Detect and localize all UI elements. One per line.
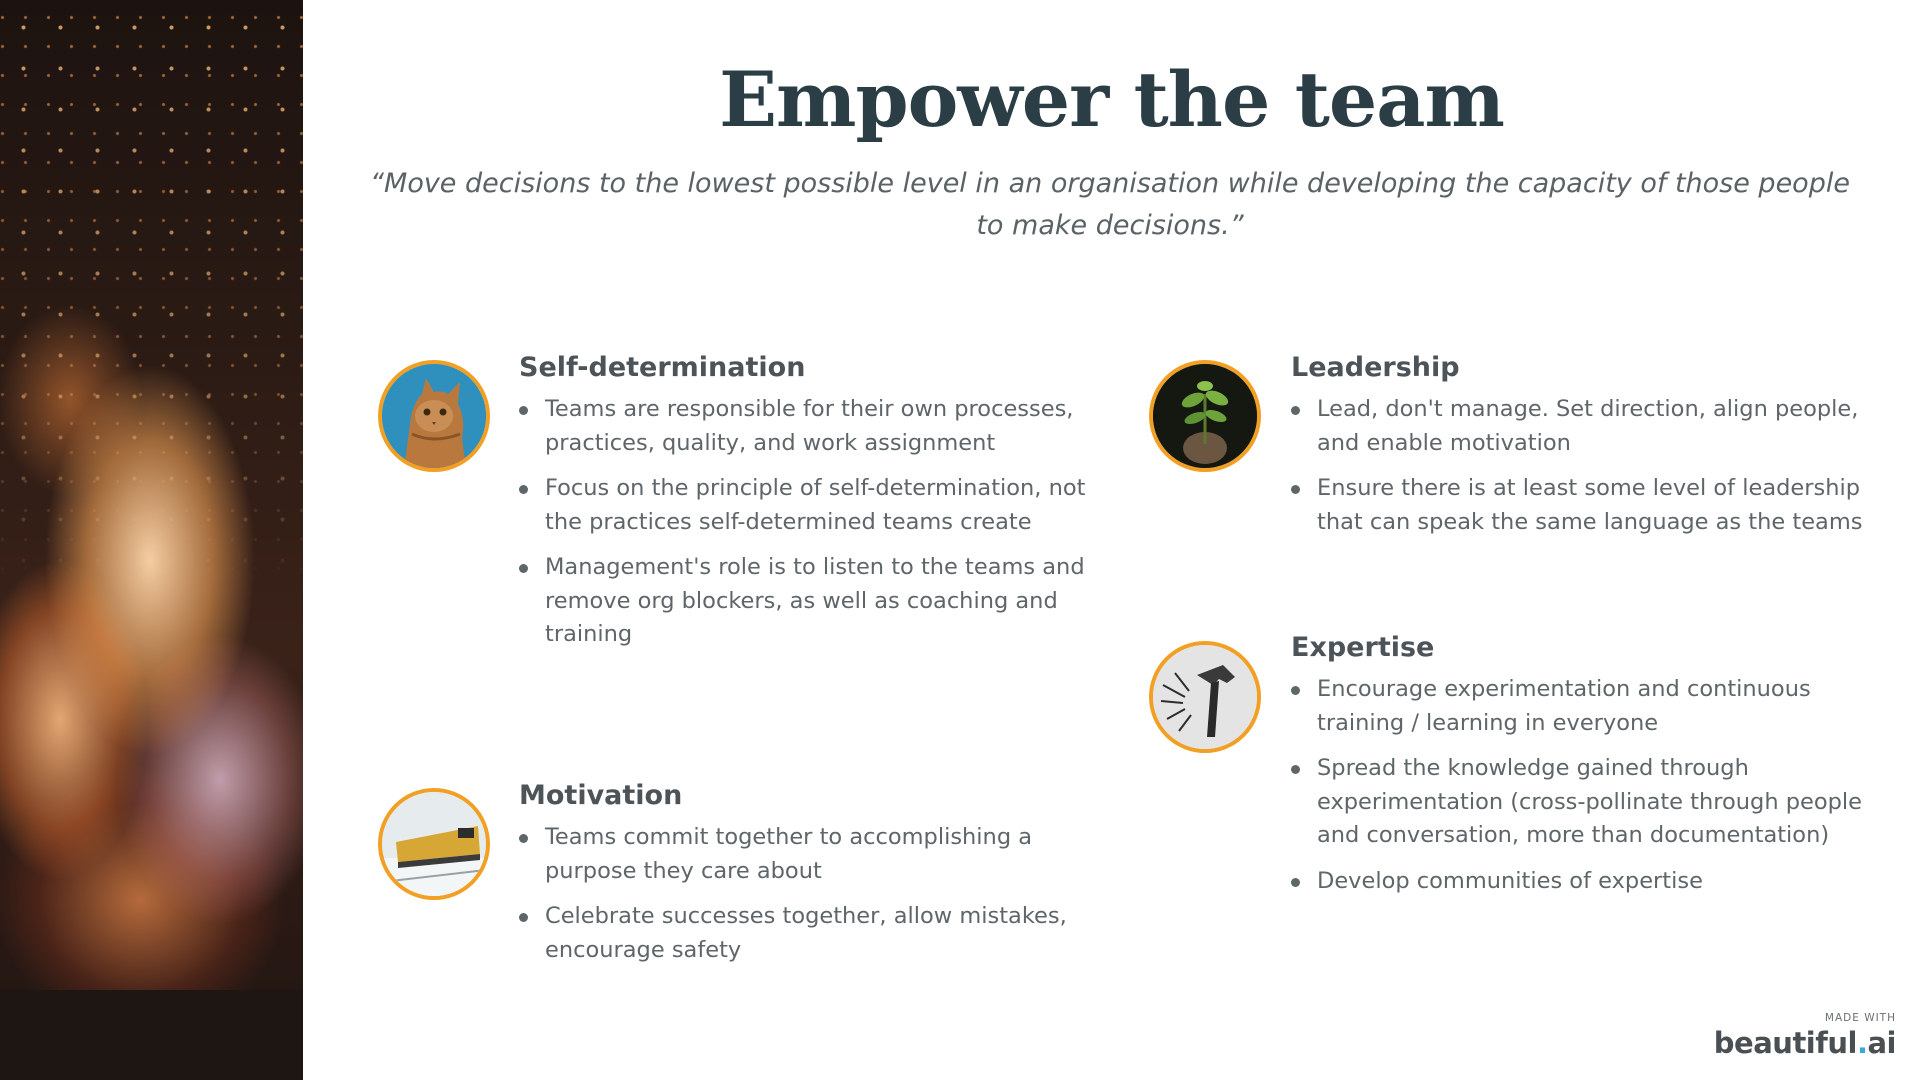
bullet-text: Spread the knowledge gained through experimentation (cross-pollinate through people and conversation, more than documentation) (1317, 755, 1862, 848)
heading-self-determination: Self-determination (519, 352, 806, 383)
list-leadership (1291, 393, 1871, 551)
bullet-dot (1291, 765, 1300, 774)
sparks-overlay (0, 0, 303, 1080)
list-item (1291, 393, 1871, 460)
heading-leadership: Leadership (1291, 352, 1460, 383)
list-item (519, 900, 1099, 967)
bullet-text: Lead, don't manage. Set direction, align people, and enable motivation (1317, 396, 1859, 456)
bullet-dot (519, 913, 528, 922)
bullet-text: Celebrate successes together, allow mistakes, encourage safety (545, 903, 1067, 963)
bullet-dot (1291, 686, 1300, 695)
list-item (1291, 472, 1871, 539)
cat-icon (378, 360, 490, 472)
bullet-text: Focus on the principle of self-determination, not the practices self-determined teams create (545, 475, 1086, 535)
bullet-text: Teams commit together to accomplishing a purpose they care about (545, 824, 1033, 884)
brand-name: beautiful (1713, 1026, 1857, 1060)
brand-dot: . (1856, 1026, 1868, 1060)
hammer-icon (1149, 641, 1261, 753)
train-icon (378, 788, 490, 900)
plant-illustration (1153, 364, 1257, 468)
beautiful-ai-logo[interactable] (1714, 1026, 1896, 1060)
list-self-determination (519, 393, 1099, 664)
heading-motivation: Motivation (519, 780, 683, 811)
list-item (1291, 673, 1881, 740)
quote-text: “Move decisions to the lowest possible level in an organisation while developing the capacity of those people to make decisions.” (370, 168, 1850, 241)
bullet-text: Encourage experimentation and continuous training / learning in everyone (1317, 676, 1811, 736)
list-item (1291, 865, 1881, 899)
list-expertise (1291, 673, 1881, 910)
list-item (519, 551, 1099, 652)
bullet-text: Teams are responsible for their own processes, practices, quality, and work assignment (545, 396, 1074, 456)
list-item (519, 393, 1099, 460)
bullet-dot (1291, 406, 1300, 415)
bullet-dot (1291, 878, 1300, 887)
made-with-label: MADE WITH (1824, 1012, 1896, 1024)
bullet-dot (519, 564, 528, 573)
list-item (519, 821, 1099, 888)
bullet-dot (519, 406, 528, 415)
hammer-illustration (1153, 645, 1257, 749)
train-illustration (382, 792, 486, 896)
bullet-text: Develop communities of expertise (1317, 867, 1703, 894)
heading-expertise: Expertise (1291, 632, 1435, 663)
photo-shadow (0, 990, 303, 1080)
bullet-text: Ensure there is at least some level of leadership that can speak the same language as the teams (1317, 475, 1863, 535)
list-item (1291, 752, 1881, 853)
cat-illustration (382, 364, 486, 468)
list-motivation (519, 821, 1099, 979)
bullet-dot (1291, 485, 1300, 494)
plant-icon (1149, 360, 1261, 472)
bullet-dot (519, 834, 528, 843)
bullet-text: Management's role is to listen to the teams and remove org blockers, as well as coaching and training (545, 554, 1085, 647)
page-title: Empower the team (719, 55, 1504, 144)
bullet-dot (519, 485, 528, 494)
brand-suffix: ai (1867, 1026, 1896, 1060)
list-item (519, 472, 1099, 539)
